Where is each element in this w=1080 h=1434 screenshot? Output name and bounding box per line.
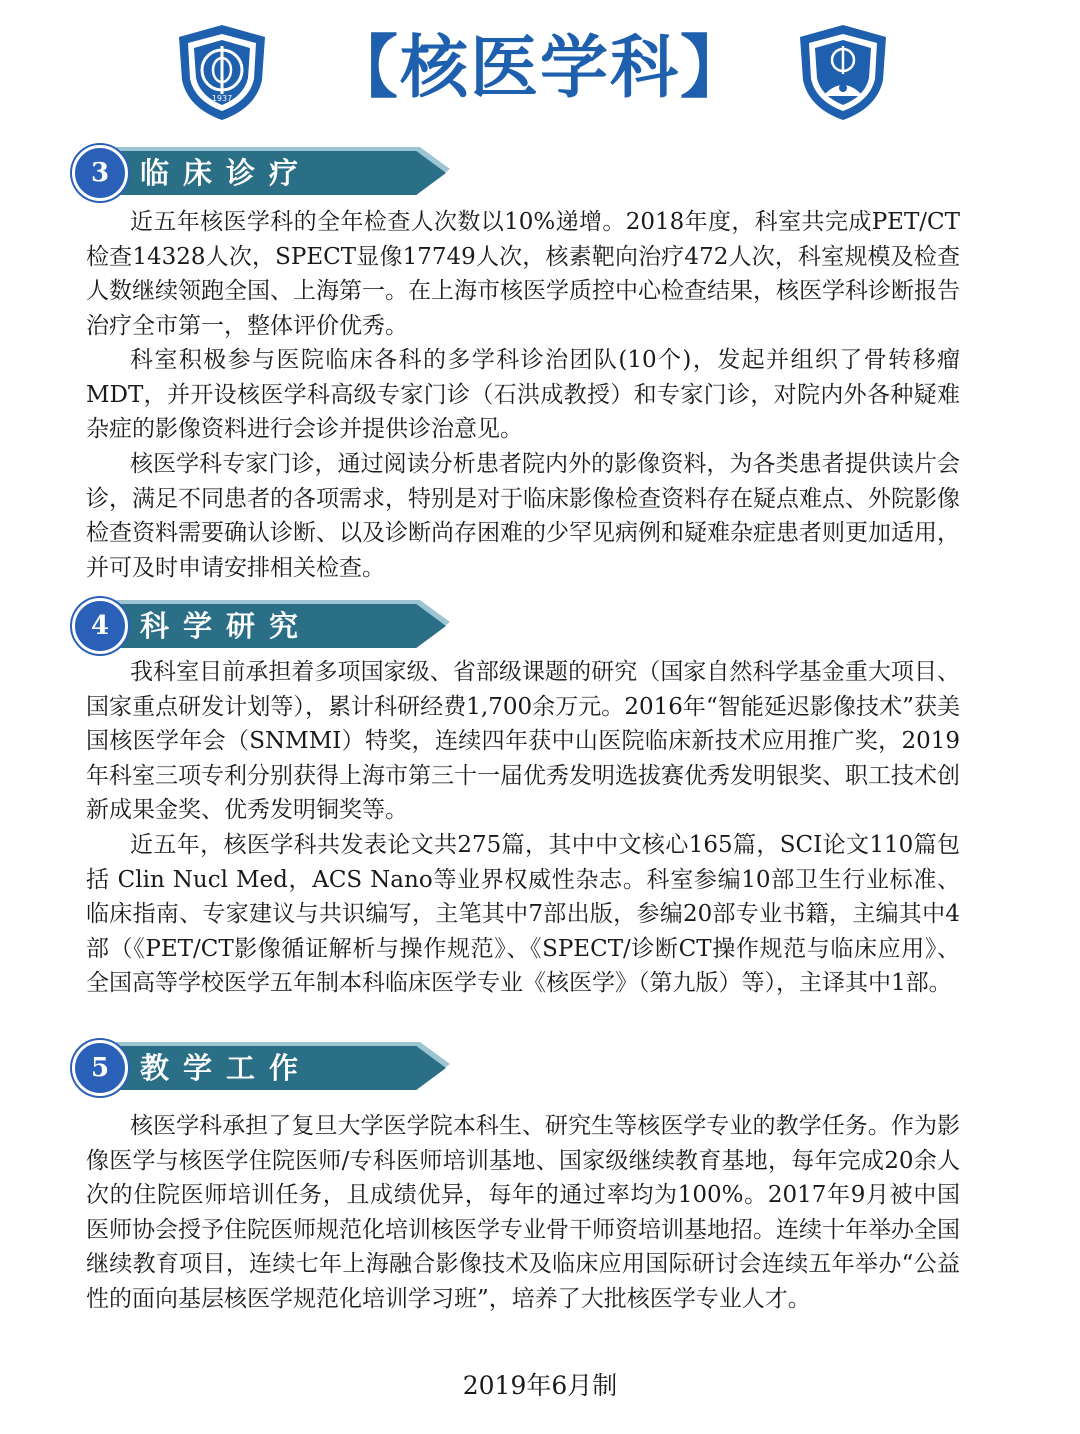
research-paragraph-1: 我科室目前承担着多项国家级、省部级课题的研究（国家自然科学基金重大项目、国家重点研发计划等），累计科研经费1,700余万元。2016年“智能延迟影像技术”获美国核医学年会（SNMMI）特奖，连续四年获中山医院临床新技术应用推广奖，2019年科室三项专利分别获得上海市第三十一届优秀发明选拔赛优秀发明银奖、职工技术创新成果金奖、优秀发明铜奖等。 xyxy=(86,659,960,824)
footer-date: 2019年6月制 xyxy=(462,1371,618,1400)
section-header-teaching xyxy=(68,1036,468,1098)
section-number-badge: 4 xyxy=(72,598,128,654)
section-title: 科学研究 xyxy=(140,609,313,643)
section-header-clinical xyxy=(68,141,468,203)
section-header-research xyxy=(68,594,468,656)
clinical-paragraph-3: 核医学科专家门诊，通过阅读分析患者院内外的影像资料，为各类患者提供读片会诊，满足不同患者的各项需求，特别是对于临床影像检查资料存在疑点难点、外院影像检查资料需要确认诊断、以及诊断尚存困难的少罕见病例和疑难杂症患者则更加适用，并可及时申请安排相关检查。 xyxy=(86,451,960,581)
clinical-paragraph-2: 科室积极参与医院临床各科的多学科诊治团队(10个)，发起并组织了骨转移瘤MDT，并开设核医学科高级专家门诊（石洪成教授）和专家门诊，对院内外各种疑难杂症的影像资料进行会诊并提供诊治意见。 xyxy=(86,347,960,443)
section-title: 教学工作 xyxy=(140,1051,313,1085)
logo-year: 1937 xyxy=(211,94,233,103)
teaching-paragraph-1: 核医学科承担了复旦大学医学院本科生、研究生等核医学专业的教学任务。作为影像医学与核医学住院医师/专科医师培训基地、国家级继续教育基地，每年完成20余人次的住院医师培训任务，且成绩优异，每年的通过率均为100%。2017年9月被中国医师协会授予住院医师规范化培训核医学专业骨干师资培训基地招。连续十年举办全国继续教育项目，连续七年上海融合影像技术及临床应用国际研讨会连续五年举办“公益性的面向基层核医学规范化培训学习班”，培养了大批核医学专业人才。 xyxy=(86,1113,960,1312)
hospital-shield-logo-icon xyxy=(172,22,272,122)
section-number-badge: 3 xyxy=(72,145,128,201)
nuclear-medicine-shield-logo-icon xyxy=(793,22,893,122)
section-number-badge: 5 xyxy=(72,1040,128,1096)
clinical-paragraph-1: 近五年核医学科的全年检查人次数以10%递增。2018年度，科室共完成PET/CT检查14328人次，SPECT显像17749人次，核素靶向治疗472人次，科室规模及检查人数继续领跑全国、上海第一。在上海市核医学质控中心检查结果，核医学科诊断报告治疗全市第一，整体评价优秀。 xyxy=(86,209,960,339)
page-title: 【核医学科】 xyxy=(329,29,750,108)
section-title: 临床诊疗 xyxy=(140,156,313,190)
research-paragraph-2: 近五年，核医学科共发表论文共275篇，其中中文核心165篇，SCI论文110篇包括 Clin Nucl Med，ACS Nano等业界权威性杂志。科室参编10部卫生行业标准、临床指南、专家建议与共识编写，主笔其中7部出版，参编20部专业书籍，主编其中4部（《PET/CT影像循证解析与操作规范》、《SPECT/诊断CT操作规范与临床应用》、全国高等学校医学五年制本科临床医学专业《核医学》（第九版）等），主译其中1部。 xyxy=(86,832,960,997)
page-header xyxy=(0,0,1080,140)
